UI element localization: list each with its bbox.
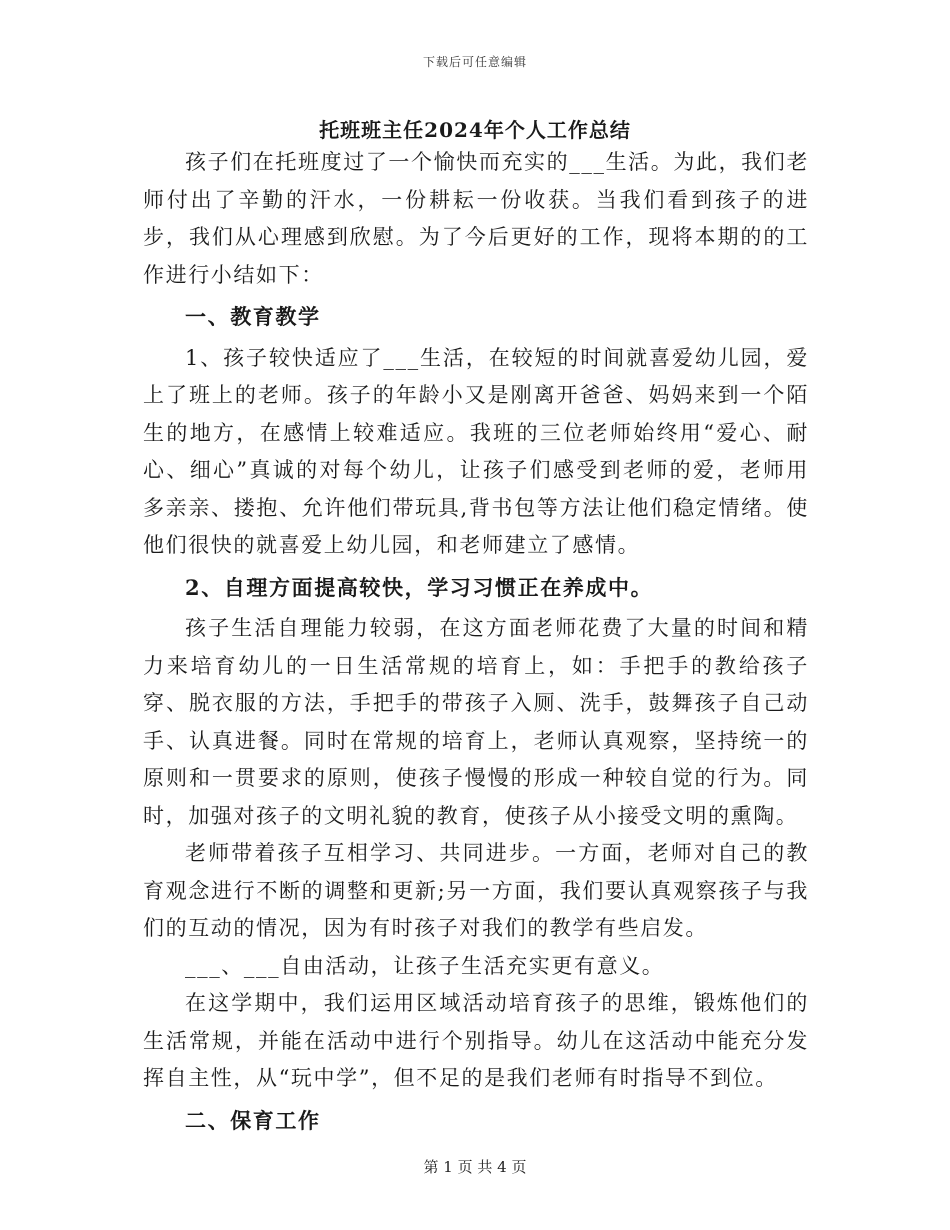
header-note: 下载后可任意编辑 xyxy=(422,55,527,69)
page-number: 第 1 页 共 4 页 xyxy=(423,1158,527,1176)
paragraph-area-activity: 在这学期中，我们运用区域活动培育孩子的思维，锻炼他们的生活常规，并能在活动中进行个别指导。幼儿在这活动中能充分发挥自主性，从“玩中学”，但不足的是我们老师有时指导不到位。 xyxy=(143,991,809,1090)
section-heading-self-care: 2、自理方面提高较快，学习习惯正在养成中。 xyxy=(185,574,654,600)
paragraph-adaptation: 1、孩子较快适应了___生活，在较短的时间就喜爱幼儿园，爱上了班上的老师。孩子的年龄小又是刚离开爸爸、妈妈来到一个陌生的地方，在感情上较难适应。我班的三位老师始终用“爱心、耐心、细心”真诚的对每个幼儿，让孩子们感受到老师的爱，老师用多亲亲、搂抱、允许他们带玩具,背书包等方法让他们稳定情绪。使他们很快的就喜爱上幼儿园，和老师建立了感情。 xyxy=(143,345,809,557)
paragraph-mutual-learning: 老师带着孩子互相学习、共同进步。一方面，老师对自己的教育观念进行不断的调整和更新;另一方面，我们要认真观察孩子与我们的互动的情况，因为有时孩子对我们的教学有些启发。 xyxy=(143,841,809,940)
page-title: 托班班主任2024年个人工作总结 xyxy=(319,118,631,142)
document-body xyxy=(143,144,809,1143)
paragraph-intro: 孩子们在托班度过了一个愉快而充实的___生活。为此，我们老师付出了辛勤的汗水，一份耕耘一份收获。当我们看到孩子的进步，我们从心理感到欣慰。为了今后更好的工作，现将本期的的工作进行小结如下： xyxy=(143,150,809,287)
section-heading-teaching: 一、教育教学 xyxy=(185,304,321,329)
section-heading-care: 二、保育工作 xyxy=(185,1107,321,1133)
paragraph-self-care: 孩子生活自理能力较弱，在这方面老师花费了大量的时间和精力来培育幼儿的一日生活常规的培育上，如：手把手的教给孩子穿、脱衣服的方法，手把手的带孩子入厕、洗手，鼓舞孩子自己动手、认真进餐。同时在常规的培育上，老师认真观察，坚持统一的原则和一贯要求的原则，使孩子慢慢的形成一种较自觉的行为。同时，加强对孩子的文明礼貌的教育，使孩子从小接受文明的熏陶。 xyxy=(143,616,809,828)
paragraph-free-activity: ___、___自由活动，让孩子生活充实更有意义。 xyxy=(185,953,665,978)
